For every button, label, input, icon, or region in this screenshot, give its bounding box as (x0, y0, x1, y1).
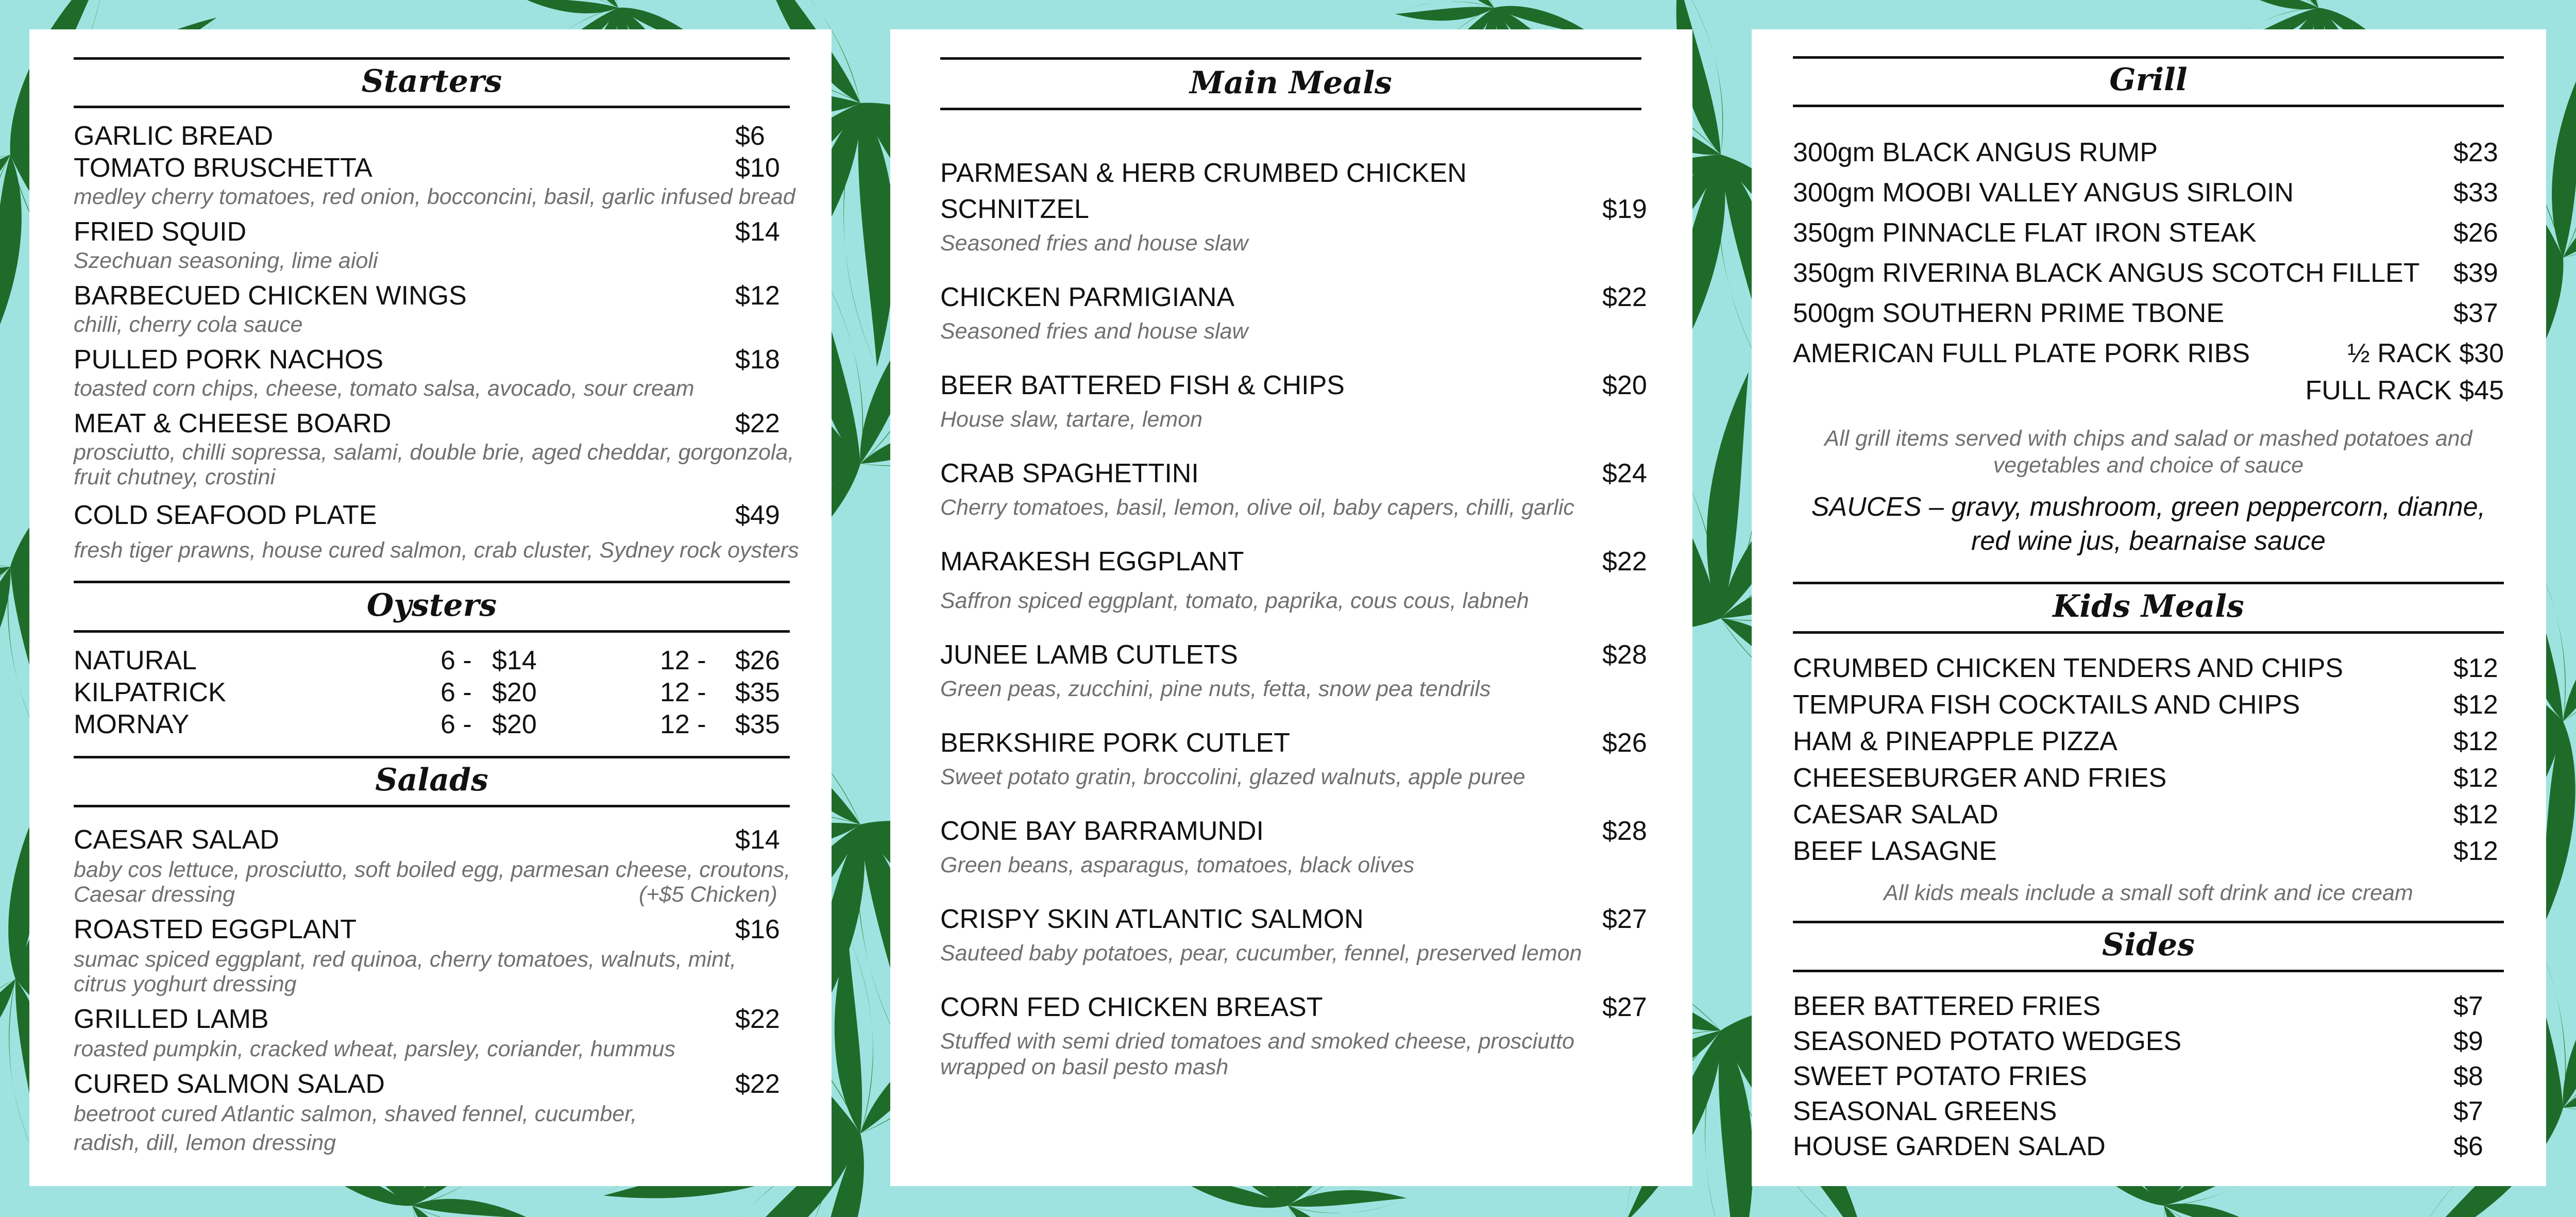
menu-item-price: ½ RACK $30 (2347, 339, 2504, 368)
menu-item-price: $28 (1602, 816, 1647, 846)
divider (1793, 970, 2504, 972)
divider (1793, 582, 2504, 584)
oyster-qty: 6 - (440, 709, 472, 739)
menu-item-price: FULL RACK $45 (2305, 376, 2504, 405)
menu-item-price: $22 (1602, 282, 1647, 312)
menu-item-price: $12 (2453, 800, 2498, 830)
section-title-grill: Grill (2109, 62, 2188, 98)
oyster-name: KILPATRICK (74, 678, 226, 707)
section-title-oysters: Oysters (366, 587, 497, 623)
menu-item-description: House slaw, tartare, lemon (940, 407, 1203, 432)
menu-item-price: $12 (2453, 690, 2498, 720)
menu-item-description: medley cherry tomatoes, red onion, bocconcini, basil, garlic infused bread (74, 184, 795, 209)
section-title-kids-meals: Kids Meals (2053, 588, 2244, 624)
menu-item-name: 300gm MOOBI VALLEY ANGUS SIRLOIN (1793, 178, 2294, 208)
menu-item-name: GRILLED LAMB (74, 1004, 269, 1034)
menu-item-price: $26 (2453, 218, 2498, 248)
menu-item-name: JUNEE LAMB CUTLETS (940, 640, 1238, 670)
menu-item-price: $22 (1602, 547, 1647, 577)
menu-item-price: $28 (1602, 640, 1647, 670)
oyster-qty: 6 - (440, 646, 472, 675)
menu-item-description: Cherry tomatoes, basil, lemon, olive oil, baby capers, chilli, garlic (940, 495, 1574, 520)
oyster-price: $35 (735, 678, 780, 707)
oyster-qty: 12 - (660, 678, 706, 707)
grill-sauces: red wine jus, bearnaise sauce (1971, 526, 2326, 556)
menu-item-name: TEMPURA FISH COCKTAILS AND CHIPS (1793, 690, 2300, 720)
oyster-price: $20 (492, 709, 537, 739)
menu-item-price: $27 (1602, 992, 1647, 1022)
menu-item-price: $16 (735, 915, 780, 944)
menu-item-description: Saffron spiced eggplant, tomato, paprika, cous cous, labneh (940, 588, 1529, 613)
grill-note: vegetables and choice of sauce (1993, 453, 2304, 478)
divider (74, 805, 790, 807)
menu-item-name: CONE BAY BARRAMUNDI (940, 816, 1264, 846)
menu-item-name: BERKSHIRE PORK CUTLET (940, 728, 1291, 758)
divider (1793, 56, 2504, 59)
menu-item-name: FRIED SQUID (74, 217, 247, 247)
menu-item-name: CRUMBED CHICKEN TENDERS AND CHIPS (1793, 653, 2344, 683)
menu-item-description: fresh tiger prawns, house cured salmon, crab cluster, Sydney rock oysters (74, 538, 799, 563)
menu-item-price: $12 (2453, 763, 2498, 793)
divider (74, 756, 790, 758)
menu-item-price: $49 (735, 500, 780, 530)
menu-item-name: CHICKEN PARMIGIANA (940, 282, 1235, 312)
menu-item-description: radish, dill, lemon dressing (74, 1130, 336, 1155)
menu-item-description: Szechuan seasoning, lime aioli (74, 248, 378, 273)
menu-item-name: SEASONED POTATO WEDGES (1793, 1026, 2182, 1056)
menu-item-price: $14 (735, 217, 780, 247)
menu-item-price: $20 (1602, 370, 1647, 400)
menu-item-price: $10 (735, 153, 780, 183)
menu-item-name: PULLED PORK NACHOS (74, 345, 384, 375)
menu-item-price: $24 (1602, 459, 1647, 488)
menu-item-price: $22 (735, 1004, 780, 1034)
menu-item-name: MEAT & CHEESE BOARD (74, 409, 392, 438)
divider (1793, 921, 2504, 923)
menu-item-price: $22 (735, 1069, 780, 1099)
menu-item-price: $12 (2453, 836, 2498, 866)
oyster-qty: 6 - (440, 678, 472, 707)
oyster-qty: 12 - (660, 709, 706, 739)
menu-item-description: Seasoned fries and house slaw (940, 319, 1248, 344)
menu-item-description: Sauteed baby potatoes, pear, cucumber, fennel, preserved lemon (940, 941, 1582, 966)
menu-item-price: $12 (2453, 653, 2498, 683)
menu-item-price: $19 (1602, 194, 1647, 224)
menu-item-name: 300gm BLACK ANGUS RUMP (1793, 138, 2158, 167)
menu-item-description: beetroot cured Atlantic salmon, shaved fennel, cucumber, (74, 1102, 637, 1126)
divider (74, 106, 790, 108)
menu-item-price: $18 (735, 345, 780, 375)
menu-item-name: MARAKESH EGGPLANT (940, 547, 1244, 577)
menu-item-price: $6 (2453, 1131, 2483, 1161)
menu-item-price: $8 (2453, 1061, 2483, 1091)
menu-item-description: Seasoned fries and house slaw (940, 231, 1248, 256)
menu-item-description: fruit chutney, crostini (74, 465, 276, 489)
menu-item-name: CORN FED CHICKEN BREAST (940, 992, 1323, 1022)
menu-item-name: CHEESEBURGER AND FRIES (1793, 763, 2167, 793)
divider (74, 581, 790, 583)
menu-item-name: BARBECUED CHICKEN WINGS (74, 281, 467, 311)
section-title-salads: Salads (375, 762, 488, 798)
menu-item-name: COLD SEAFOOD PLATE (74, 500, 377, 530)
divider (1793, 105, 2504, 107)
divider (940, 57, 1641, 60)
menu-item-price: $12 (2453, 726, 2498, 756)
menu-item-name: BEER BATTERED FRIES (1793, 991, 2101, 1021)
menu-item-price: $7 (2453, 991, 2483, 1021)
menu-item-name: GARLIC BREAD (74, 121, 274, 151)
menu-panel-left (29, 29, 832, 1186)
menu-item-price: $33 (2453, 178, 2498, 208)
menu-panel-right (1752, 29, 2546, 1186)
menu-item-price: $9 (2453, 1026, 2483, 1056)
menu-item-price: $6 (735, 121, 765, 151)
divider (74, 630, 790, 633)
divider (1793, 631, 2504, 634)
menu-item-name: CAESAR SALAD (74, 825, 279, 855)
menu-item-name: 500gm SOUTHERN PRIME TBONE (1793, 298, 2225, 328)
oyster-price: $26 (735, 646, 780, 675)
menu-item-description: wrapped on basil pesto mash (940, 1055, 1229, 1079)
menu-item-price: $7 (2453, 1096, 2483, 1126)
menu-item-description: Stuffed with semi dried tomatoes and smoked cheese, prosciutto (940, 1029, 1574, 1054)
menu-item-name: CAESAR SALAD (1793, 800, 1998, 830)
menu-item-price: $37 (2453, 298, 2498, 328)
menu-item-name: ROASTED EGGPLANT (74, 915, 357, 944)
oyster-name: NATURAL (74, 646, 197, 675)
kids-note: All kids meals include a small soft drink and ice cream (1884, 881, 2413, 905)
menu-item-name: CURED SALMON SALAD (74, 1069, 385, 1099)
section-title-main-meals: Main Meals (1190, 65, 1392, 101)
menu-item-name: HAM & PINEAPPLE PIZZA (1793, 726, 2117, 756)
oyster-price: $35 (735, 709, 780, 739)
menu-item-name: AMERICAN FULL PLATE PORK RIBS (1793, 339, 2250, 368)
menu-item-name: BEEF LASAGNE (1793, 836, 1997, 866)
menu-item-description: roasted pumpkin, cracked wheat, parsley, coriander, hummus (74, 1037, 675, 1061)
menu-item-price: $14 (735, 825, 780, 855)
menu-item-price: $39 (2453, 258, 2498, 288)
grill-sauces: SAUCES – gravy, mushroom, green peppercorn, dianne, (1811, 492, 2486, 522)
menu-panel-middle (890, 29, 1692, 1186)
menu-item-description: baby cos lettuce, prosciutto, soft boiled egg, parmesan cheese, croutons, (74, 857, 791, 882)
menu-item-name: 350gm PINNACLE FLAT IRON STEAK (1793, 218, 2257, 248)
menu-item-name: TOMATO BRUSCHETTA (74, 153, 372, 183)
grill-note: All grill items served with chips and salad or mashed potatoes and (1824, 426, 2472, 451)
menu-item-name: BEER BATTERED FISH & CHIPS (940, 370, 1345, 400)
menu-item-description: Caesar dressing (74, 882, 235, 907)
divider (940, 108, 1641, 110)
menu-item-description: Green peas, zucchini, pine nuts, fetta, snow pea tendrils (940, 677, 1491, 701)
menu-item-name: SWEET POTATO FRIES (1793, 1061, 2088, 1091)
menu-item-price: $23 (2453, 138, 2498, 167)
divider (74, 57, 790, 60)
oyster-name: MORNAY (74, 709, 190, 739)
menu-item-description: citrus yoghurt dressing (74, 972, 297, 996)
menu-item-description: Sweet potato gratin, broccolini, glazed walnuts, apple puree (940, 765, 1526, 789)
menu-item-description: prosciutto, chilli sopressa, salami, double brie, aged cheddar, gorgonzola, (74, 440, 794, 465)
menu-item-description: chilli, cherry cola sauce (74, 312, 303, 337)
menu-item-description: toasted corn chips, cheese, tomato salsa, avocado, sour cream (74, 376, 694, 401)
menu-item-description: Green beans, asparagus, tomatoes, black olives (940, 853, 1415, 877)
menu-item-name: CRAB SPAGHETTINI (940, 459, 1199, 488)
menu-item-price: $12 (735, 281, 780, 311)
oyster-qty: 12 - (660, 646, 706, 675)
menu-item-extra: (+$5 Chicken) (639, 882, 777, 907)
menu-item-name: PARMESAN & HERB CRUMBED CHICKEN (940, 158, 1467, 188)
section-title-starters: Starters (361, 63, 502, 99)
oyster-price: $14 (492, 646, 537, 675)
menu-item-name: SCHNITZEL (940, 194, 1089, 224)
menu-item-name: 350gm RIVERINA BLACK ANGUS SCOTCH FILLET (1793, 258, 2420, 288)
section-title-sides: Sides (2102, 927, 2195, 963)
oyster-price: $20 (492, 678, 537, 707)
menu-item-name: HOUSE GARDEN SALAD (1793, 1131, 2106, 1161)
menu-item-name: SEASONAL GREENS (1793, 1096, 2057, 1126)
menu-item-price: $27 (1602, 904, 1647, 934)
menu-item-price: $26 (1602, 728, 1647, 758)
menu-item-price: $22 (735, 409, 780, 438)
menu-item-description: sumac spiced eggplant, red quinoa, cherry tomatoes, walnuts, mint, (74, 947, 736, 972)
menu-item-name: CRISPY SKIN ATLANTIC SALMON (940, 904, 1364, 934)
